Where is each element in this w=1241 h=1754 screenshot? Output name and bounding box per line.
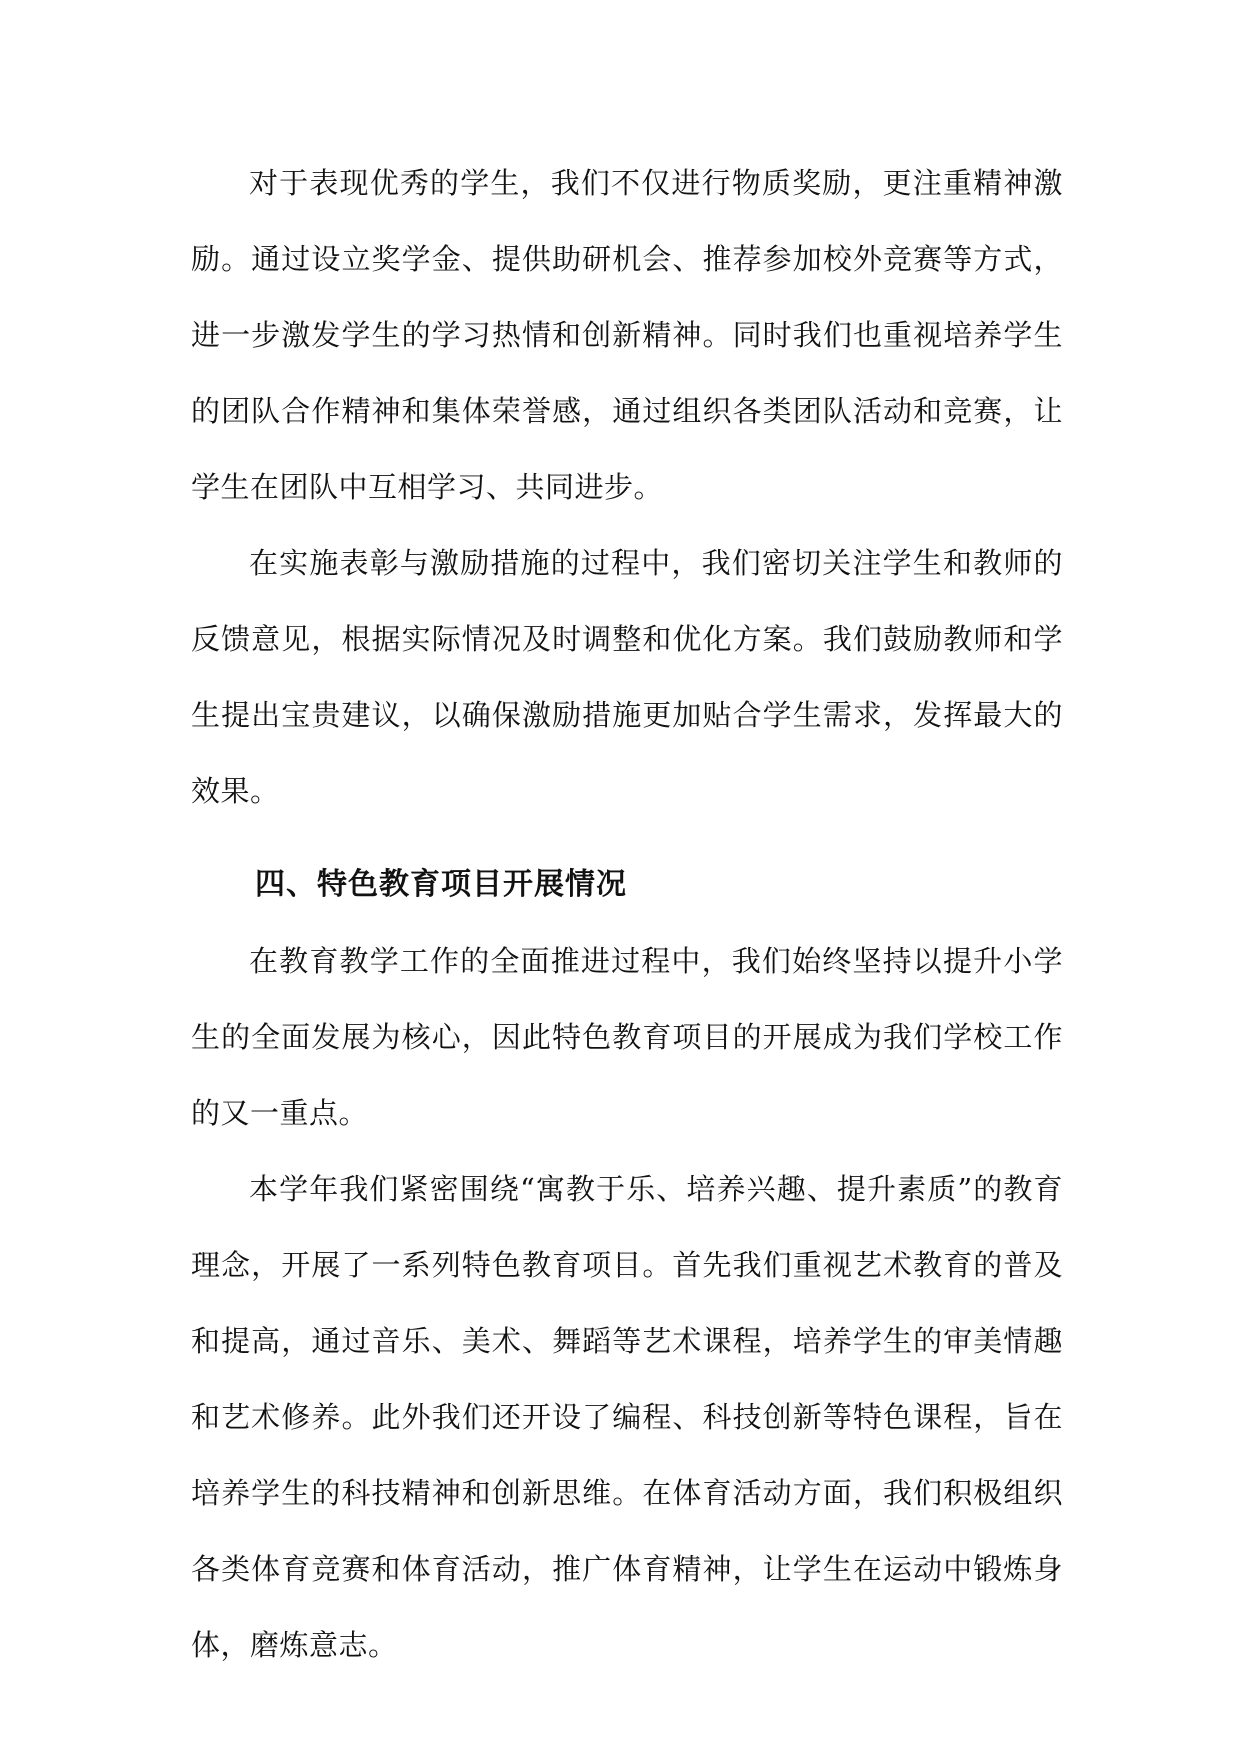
section-heading: 四、特色教育项目开展情况 bbox=[255, 867, 627, 902]
paragraph-special-education-projects: 本学年我们紧密围绕“寓教于乐、培养兴趣、提升素质”的教育理念，开展了一系列特色教育项目。首先我们重视艺术教育的普及和提高，通过音乐、美术、舞蹈等艺术课程，培养学生的审美情趣和艺术修养。此外我们还开设了编程、科技创新等特色课程，旨在培养学生的科技精神和创新思维。在体育活动方面，我们积极组织各类体育竞赛和体育活动，推广体育精神，让学生在运动中锻炼身体，磨炼意志。 bbox=[191, 1172, 1063, 1662]
paragraph-feedback: 在实施表彰与激励措施的过程中，我们密切关注学生和教师的反馈意见，根据实际情况及时调整和优化方案。我们鼓励教师和学生提出宝贵建议，以确保激励措施更加贴合学生需求，发挥最大的效果。 bbox=[191, 546, 1063, 808]
paragraph-outstanding-students: 对于表现优秀的学生，我们不仅进行物质奖励，更注重精神激励。通过设立奖学金、提供助研机会、推荐参加校外竞赛等方式，进一步激发学生的学习热情和创新精神。同时我们也重视培养学生的团队合作精神和集体荣誉感，通过组织各类团队活动和竞赛，让学生在团队中互相学习、共同进步。 bbox=[191, 166, 1063, 504]
paragraph-special-education-intro: 在教育教学工作的全面推进过程中，我们始终坚持以提升小学生的全面发展为核心，因此特色教育项目的开展成为我们学校工作的又一重点。 bbox=[191, 944, 1063, 1130]
document-body bbox=[191, 145, 1063, 1683]
